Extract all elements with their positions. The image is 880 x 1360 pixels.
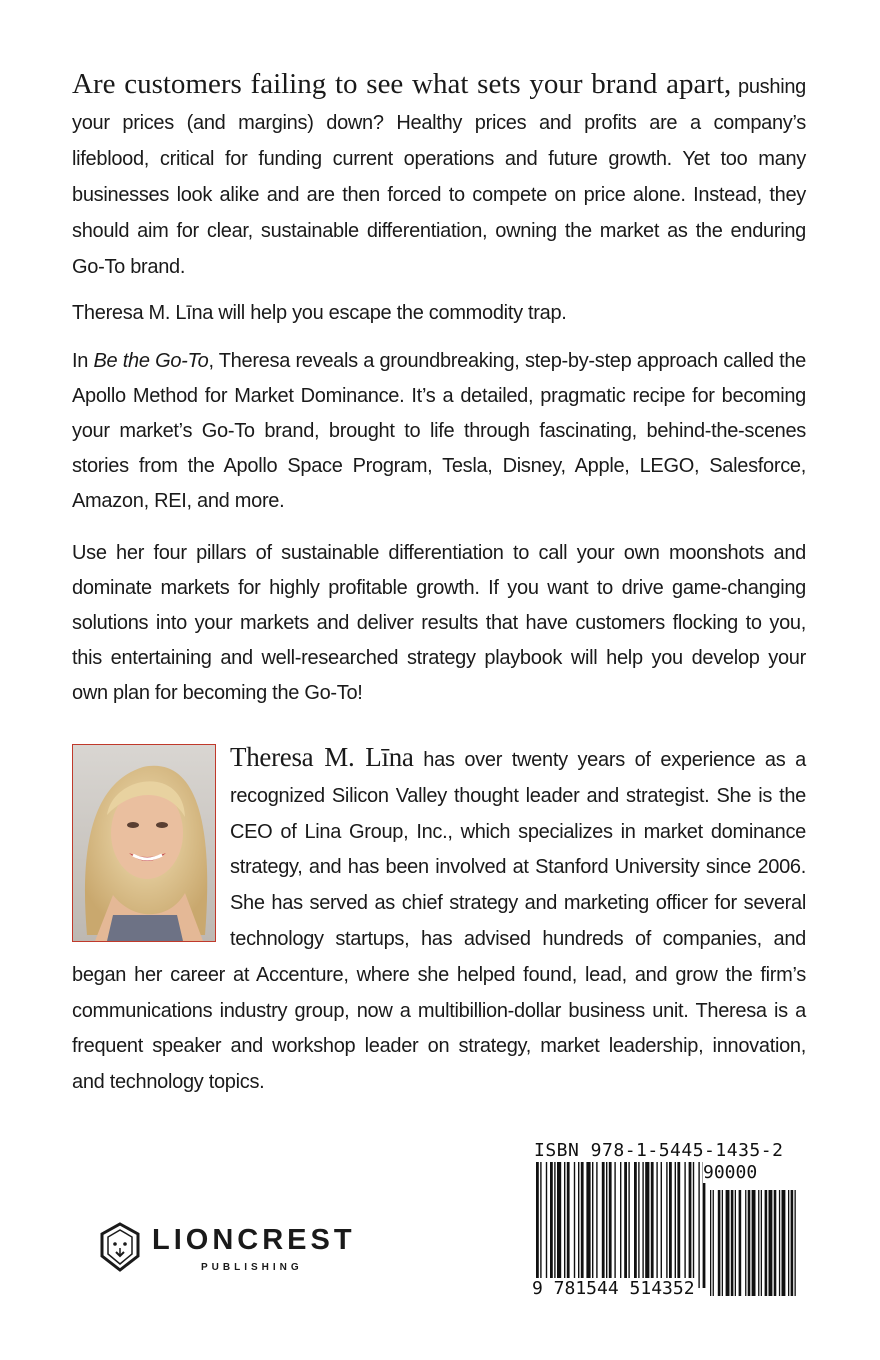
paragraph-3-text: , Theresa reveals a groundbreaking, step-by-step approach called the Apollo Method for Market Dominance. It’s a detailed, pragmatic recipe for becoming your market’s Go-To brand, brought to life through fascinating, behind-the-scenes stories from the Apollo Space Program, Tesla, Disney, Apple, LEGO, Salesforce, Amazon, REI, and more. xyxy=(72,350,806,512)
blurb-paragraph-2: Theresa M. Līna will help you escape the commodity trap. xyxy=(72,302,567,324)
ean-digits: 9 781544 514352 xyxy=(532,1278,695,1299)
blurb-paragraph-4: Use her four pillars of sustainable differentiation to call your own moonshots and dominate markets for highly profitable growth. If you want to drive game-changing solutions into your markets and deliver results that have customers flocking to you, this entertaining and well-researched strategy playbook will help you develop your own plan for becoming the Go-To! xyxy=(72,542,806,704)
blurb-lead-paragraph xyxy=(72,66,806,285)
paragraph-3-prefix: In xyxy=(72,350,94,372)
photo-spacer xyxy=(72,740,230,952)
author-bio-text: has over twenty years of experience as a recognized Silicon Valley thought leader and strategist. She is the CEO of Lina Group, Inc., which specializes in market dominance strategy, and has been involved at Stanford University since 2006. She has served as chief strategy and marketing officer for several technology startups, has advised hundreds of companies, and began her career at Accenture, where she helped found, lead, and grow the firm’s communications industry group, now a multibillion-dollar business unit. Theresa is a frequent speaker and workshop leader on strategy, market leadership, innovation, and technology topics. xyxy=(72,749,806,1094)
price-code: 90000 xyxy=(703,1162,758,1183)
blurb-headline: Are customers failing to see what sets your brand apart, xyxy=(72,68,732,100)
publisher-tagline: PUBLISHING xyxy=(201,1262,303,1273)
blurb-lead-text: pushing your prices (and margins) down? Healthy prices and profits are a company’s lifeblood, critical for funding current operations and future growth. Yet too many businesses look alike and are then forced to compete on price alone. Instead, they should aim for clear, sustainable differentiation, owning the market as the enduring Go-To brand. xyxy=(72,76,806,278)
publisher-name: LIONCREST xyxy=(152,1224,356,1256)
blurb-paragraph-3 xyxy=(72,344,806,519)
author-name: Theresa M. Līna xyxy=(230,742,414,772)
publisher-logo xyxy=(98,1222,398,1282)
lion-head-icon xyxy=(98,1222,142,1272)
author-bio xyxy=(72,740,806,1101)
book-title: Be the Go-To xyxy=(93,350,209,372)
isbn-label: ISBN 978-1-5445-1435-2 xyxy=(534,1140,784,1161)
